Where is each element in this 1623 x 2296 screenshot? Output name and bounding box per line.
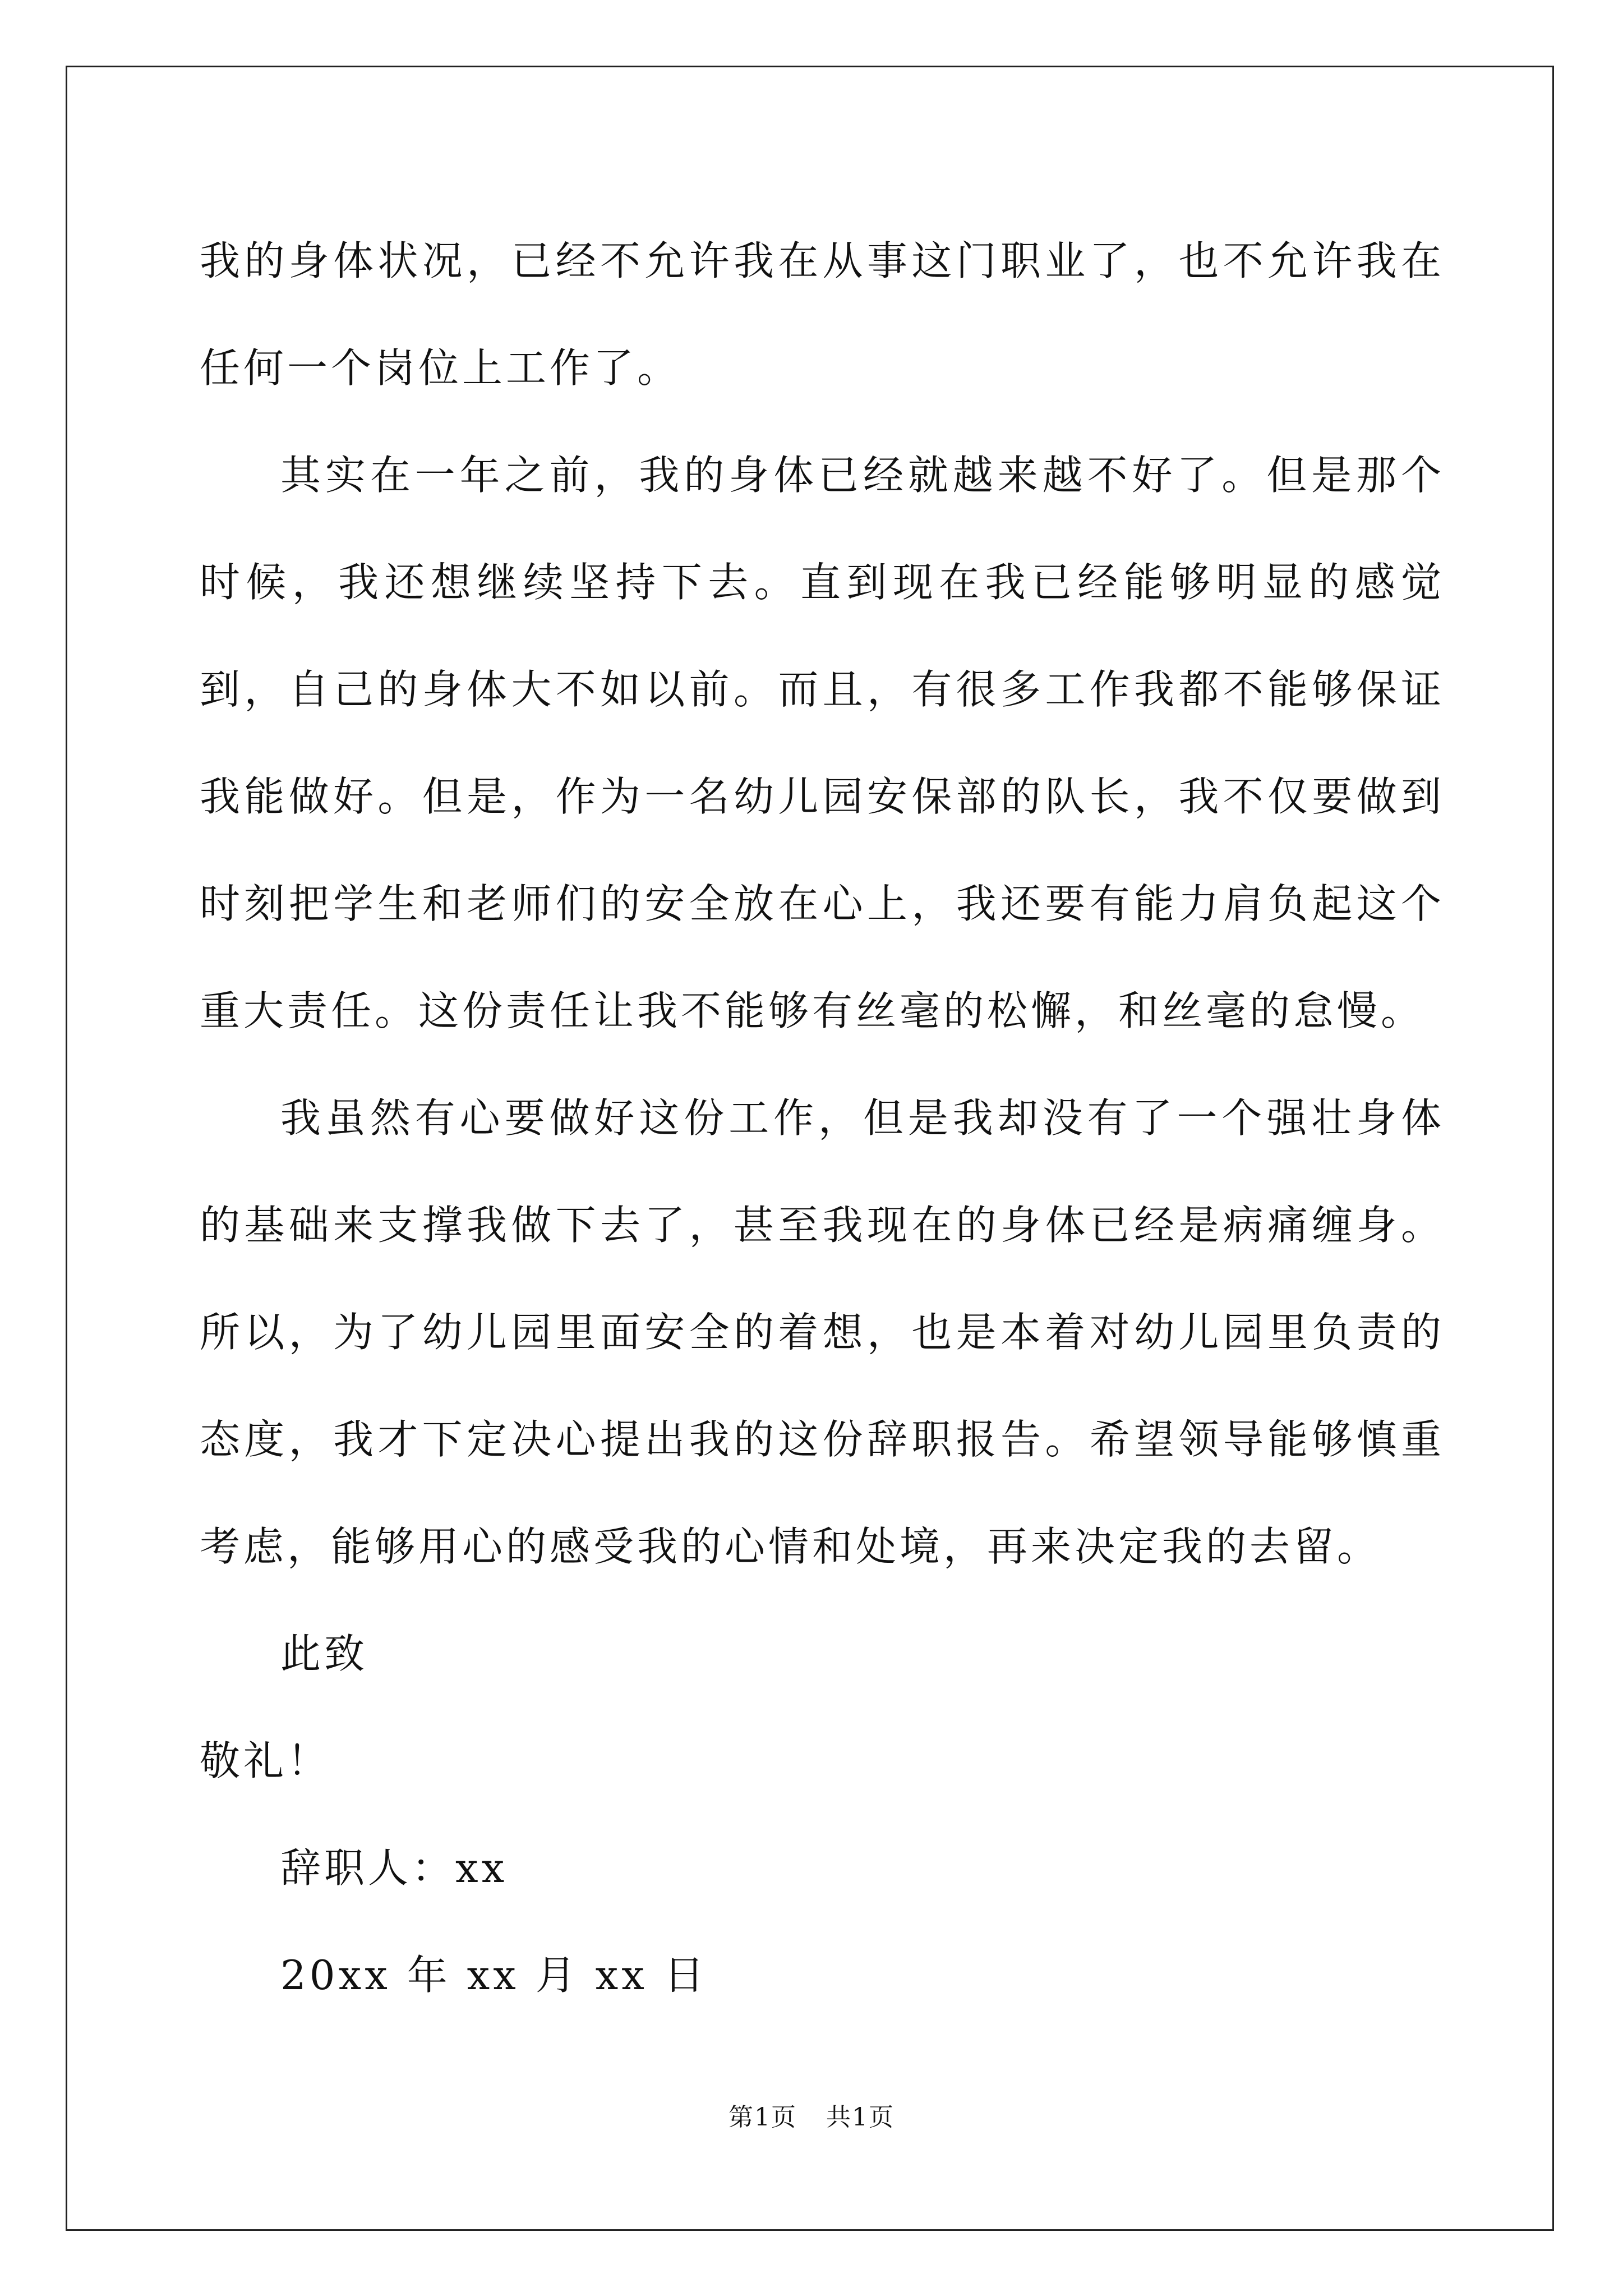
- date-line: 20xx 年 xx 月 xx 日: [280, 1952, 708, 1999]
- letter-body: [200, 208, 1445, 2029]
- closing-phrase: 此致: [280, 1630, 368, 1677]
- paragraph-decision: 我虽然有心要做好这份工作，但是我却没有了一个强壮身体的基础来支撑我做下去了，甚至我现在的身体已经是病痛缠身。所以，为了幼儿园里面安全的着想，也是本着对幼儿园里负责的态度，我才下定决心提出我的这份辞职报告。希望领导能够慎重考虑，能够用心的感受我的心情和处境，再来决定我的去留。: [200, 1094, 1445, 1570]
- signature-line: 辞职人：xx: [280, 1844, 508, 1892]
- page-footer: [0, 2097, 1623, 2133]
- salutation: 敬礼！: [200, 1737, 331, 1784]
- page-total: 共1页: [826, 2103, 895, 2132]
- page-number: 第1页: [728, 2103, 797, 2132]
- paragraph-health: 其实在一年之前，我的身体已经就越来越不好了。但是那个时候，我还想继续坚持下去。直到现在我已经能够明显的感觉到，自己的身体大不如以前。而且，有很多工作我都不能够保证我能做好。但是，作为一名幼儿园安保部的队长，我不仅要做到时刻把学生和老师们的安全放在心上，我还要有能力肩负起这个重大责任。这份责任让我不能够有丝毫的松懈，和丝毫的怠慢。: [200, 452, 1445, 1034]
- paragraph-continued: 我的身体状况，已经不允许我在从事这门职业了，也不允许我在任何一个岗位上工作了。: [200, 237, 1445, 392]
